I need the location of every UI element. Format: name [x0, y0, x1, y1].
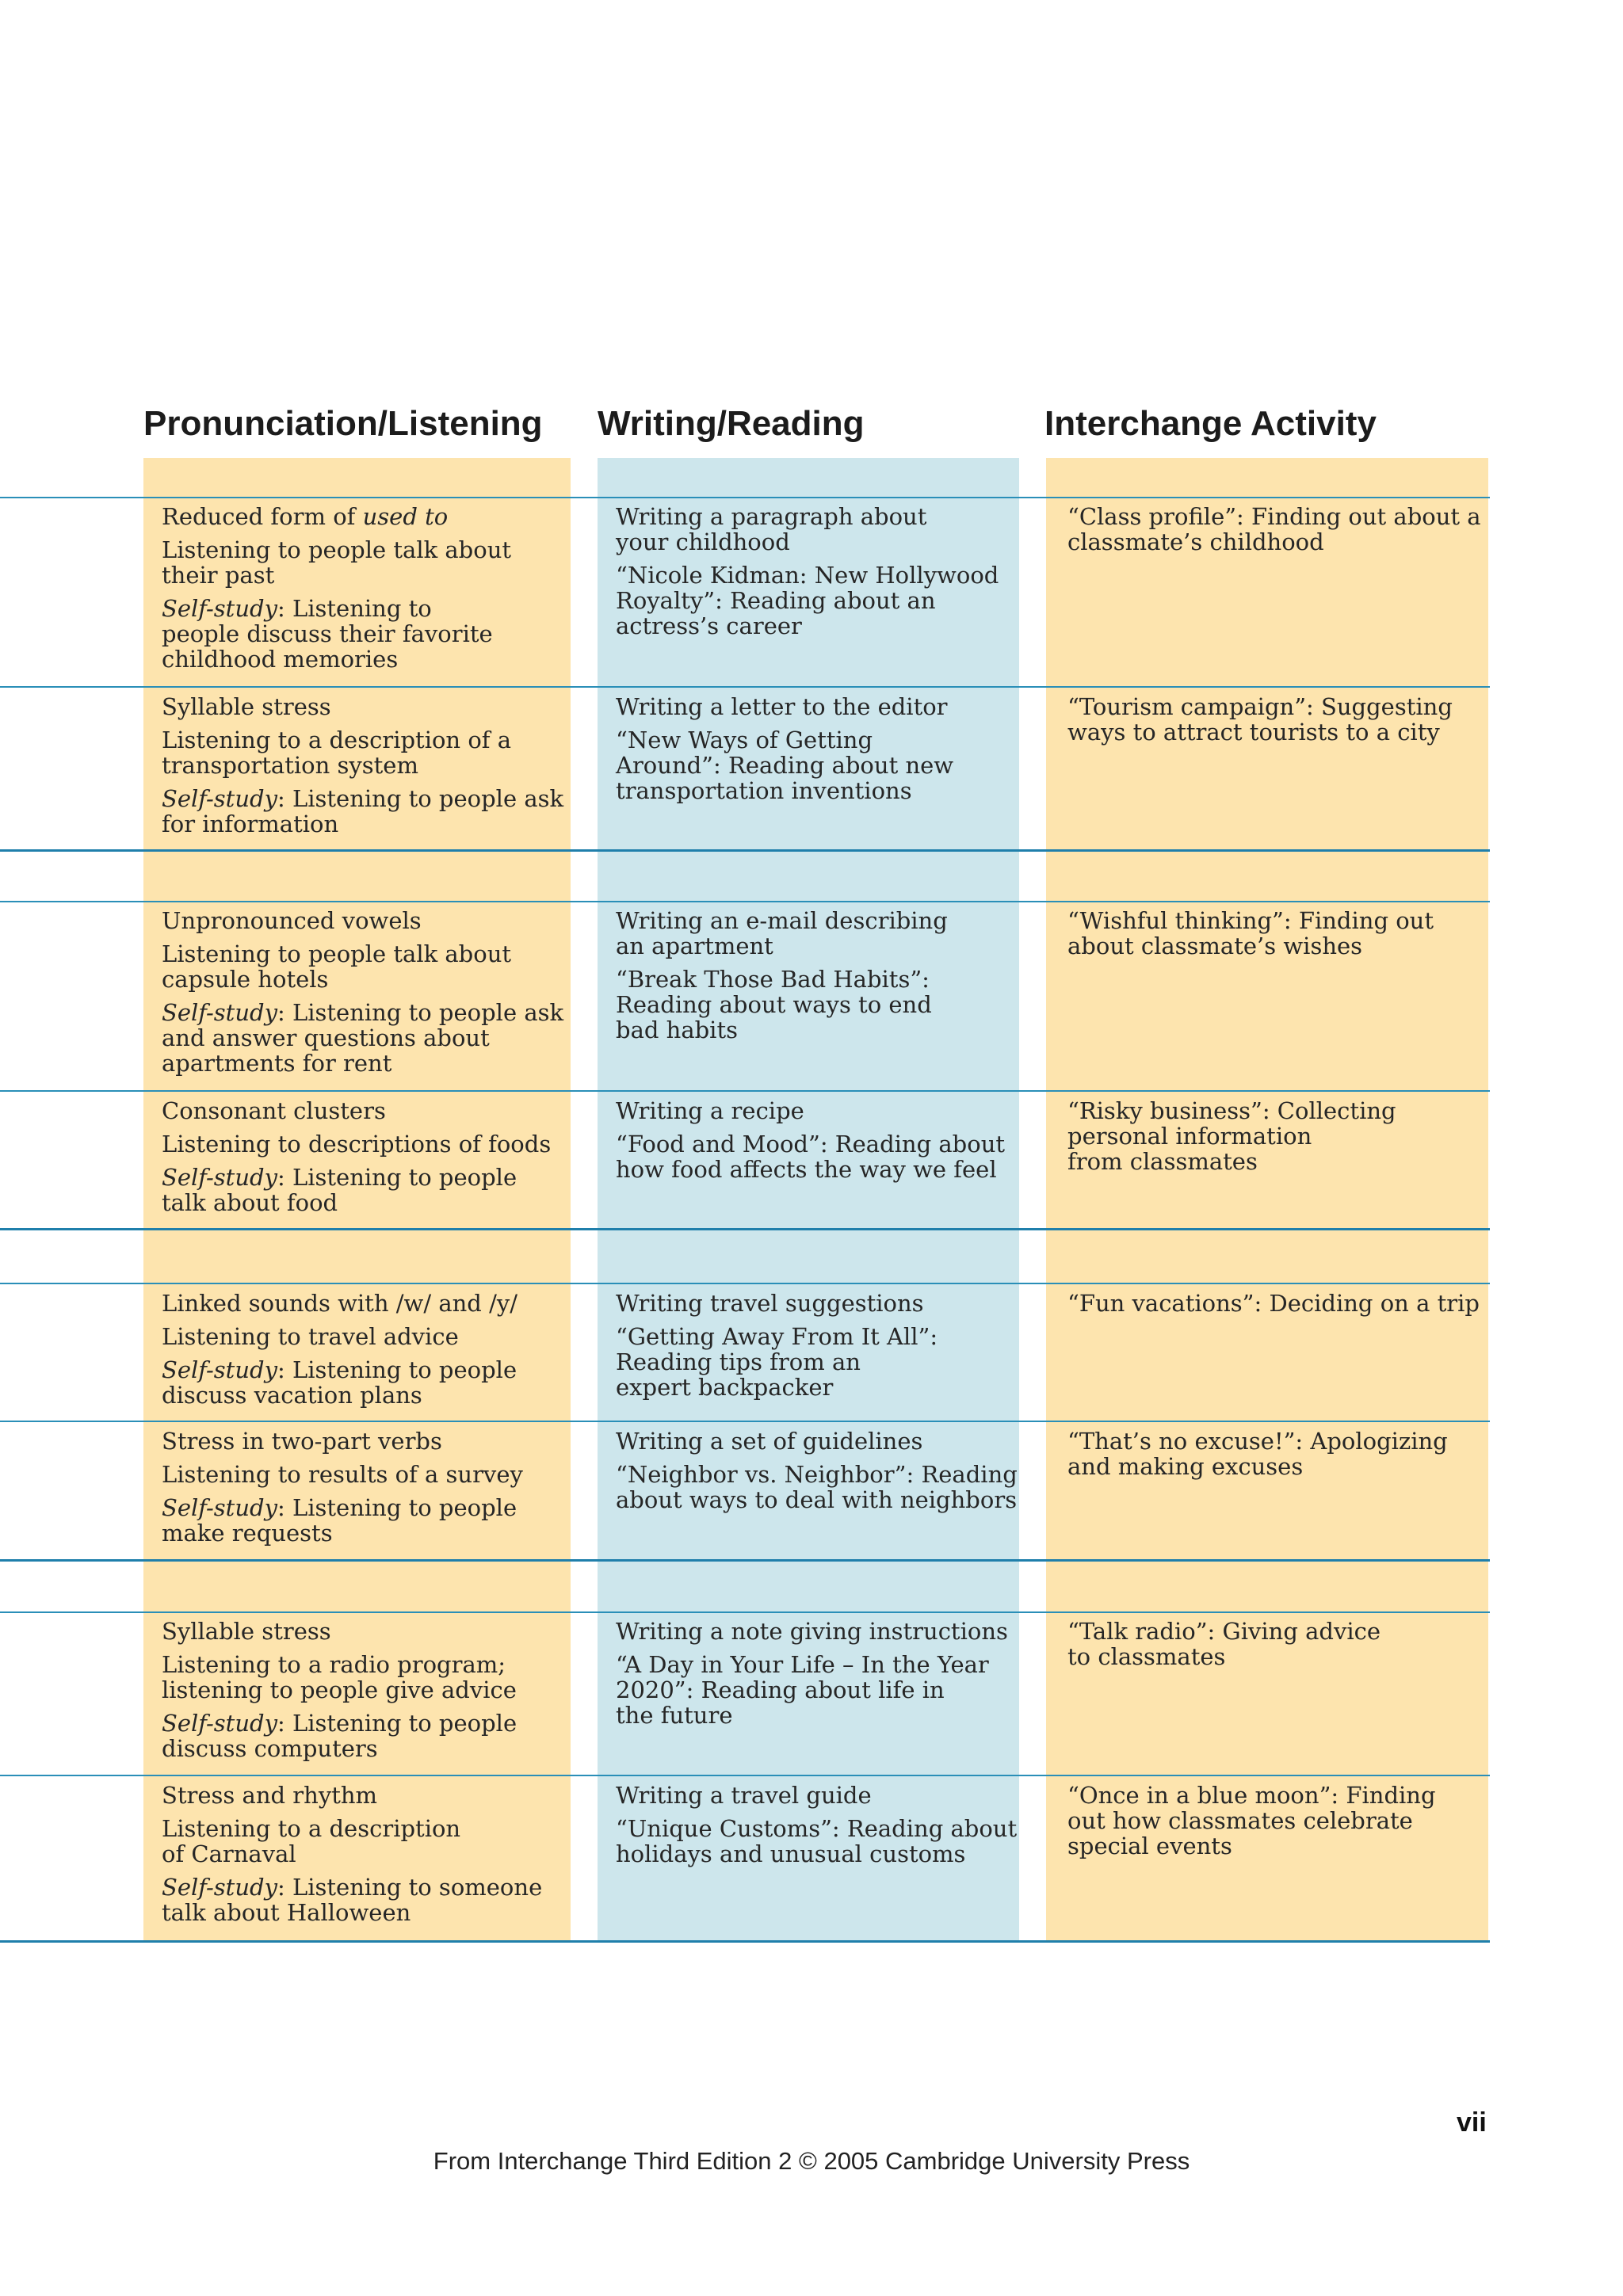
- row-divider: [0, 1775, 1490, 1776]
- text: your childhood: [616, 528, 790, 555]
- interchange-cell: [1067, 908, 1434, 959]
- text: actress’s career: [616, 612, 802, 639]
- cell-line: [616, 1375, 938, 1400]
- header-interchange: Interchange Activity: [1044, 404, 1377, 443]
- text: : Listening to people ask: [277, 785, 564, 812]
- text: an apartment: [616, 933, 773, 959]
- cell-line: [162, 1165, 551, 1190]
- text: Syllable stress: [162, 693, 331, 720]
- text: Royalty”: Reading about an: [616, 587, 936, 614]
- text: personal information: [1067, 1123, 1312, 1150]
- italic-text: Self-study: [162, 1710, 277, 1737]
- text: Listening to descriptions of foods: [162, 1131, 552, 1158]
- interchange-cell: [1067, 694, 1453, 745]
- text: Writing a set of guidelines: [616, 1428, 923, 1455]
- text: : Listening to someone: [277, 1874, 543, 1901]
- cell-line: [616, 1157, 1005, 1182]
- text: “Once in a blue moon”: Finding: [1067, 1782, 1436, 1809]
- interchange-cell: [1067, 504, 1481, 555]
- cell-line: [616, 1017, 948, 1043]
- italic-text: Self-study: [162, 999, 277, 1026]
- cell-line: [162, 537, 511, 563]
- text: “Nicole Kidman: New Hollywood: [616, 562, 999, 589]
- cell-line: [162, 786, 563, 811]
- italic-text: Self-study: [162, 785, 277, 812]
- cell-line: [162, 1462, 523, 1487]
- cell-line: [162, 967, 563, 992]
- cell-line: [162, 1383, 517, 1408]
- cell-line: [1067, 504, 1481, 529]
- text: “Getting Away From It All”:: [616, 1323, 938, 1350]
- pronunciation-cell: [162, 694, 563, 837]
- cell-line: [616, 529, 999, 555]
- text: transportation inventions: [616, 777, 912, 804]
- cell-line: [162, 1652, 517, 1677]
- interchange-cell: [1067, 1619, 1381, 1669]
- cell-line: [616, 1652, 1008, 1677]
- pronunciation-cell: [162, 1428, 523, 1546]
- cell-line: [1067, 1783, 1436, 1808]
- italic-text: Self-study: [162, 1874, 277, 1901]
- cell-line: [162, 621, 511, 646]
- text: “Unique Customs”: Reading about: [616, 1815, 1018, 1842]
- cell-line: [162, 1900, 542, 1925]
- row-divider: [0, 901, 1490, 902]
- text: Unpronounced vowels: [162, 907, 422, 934]
- text: “New Ways of Getting: [616, 727, 873, 753]
- interchange-cell: [1067, 1783, 1436, 1859]
- text: Writing travel suggestions: [616, 1290, 924, 1317]
- cell-line: [162, 1783, 542, 1808]
- row-divider: [0, 1283, 1490, 1284]
- text: “Risky business”: Collecting: [1067, 1097, 1396, 1124]
- cell-line: [1067, 908, 1434, 933]
- text: : Listening to people: [277, 1164, 517, 1191]
- text: discuss vacation plans: [162, 1382, 422, 1409]
- text: : Listening to people ask: [277, 999, 564, 1026]
- text: listening to people give advice: [162, 1676, 517, 1703]
- unit-divider: [0, 1940, 1490, 1943]
- text: “That’s no excuse!”: Apologizing: [1067, 1428, 1448, 1455]
- text: 2020”: Reading about life in: [616, 1676, 945, 1703]
- cell-line: [162, 694, 563, 719]
- text: of Carnaval: [162, 1840, 296, 1867]
- cell-line: [162, 1619, 517, 1644]
- text: discuss computers: [162, 1735, 378, 1762]
- pronunciation-cell: [162, 1098, 551, 1215]
- cell-line: [162, 1520, 523, 1546]
- cell-line: [616, 1487, 1018, 1512]
- cell-line: [162, 1051, 563, 1076]
- text: capsule hotels: [162, 966, 329, 993]
- page-number: vii: [1457, 2107, 1487, 2138]
- pronunciation-cell: [162, 1783, 542, 1925]
- cell-line: [162, 1324, 517, 1349]
- text: Listening to results of a survey: [162, 1461, 523, 1488]
- text: how food affects the way we feel: [616, 1156, 997, 1183]
- cell-line: [162, 727, 563, 753]
- cell-line: [1067, 1833, 1436, 1859]
- text: “Food and Mood”: Reading about: [616, 1131, 1006, 1158]
- cell-line: [1067, 1291, 1480, 1316]
- writing-cell: [616, 1291, 938, 1400]
- text: Listening to travel advice: [162, 1323, 459, 1350]
- cell-line: [616, 694, 953, 719]
- writing-cell: [616, 1098, 1005, 1182]
- text: “Break Those Bad Habits”:: [616, 966, 930, 993]
- cell-line: [162, 1190, 551, 1215]
- text: Listening to people talk about: [162, 536, 512, 563]
- cell-line: [616, 1816, 1017, 1841]
- writing-cell: [616, 1428, 1018, 1512]
- cell-line: [162, 1677, 517, 1703]
- text: Writing a recipe: [616, 1097, 804, 1124]
- row-divider: [0, 1090, 1490, 1092]
- cell-line: [162, 1131, 551, 1157]
- writing-cell: [616, 694, 953, 803]
- cell-line: [162, 908, 563, 933]
- text: Listening to people talk about: [162, 940, 512, 967]
- cell-line: [616, 1703, 1008, 1728]
- text: childhood memories: [162, 646, 399, 673]
- cell-line: [1067, 529, 1481, 555]
- header-writing: Writing/Reading: [598, 404, 865, 443]
- row-divider: [0, 497, 1490, 498]
- cell-line: [162, 563, 511, 588]
- text: and making excuses: [1067, 1453, 1304, 1480]
- cell-line: [1067, 694, 1453, 719]
- text: “Class profile”: Finding out about a: [1067, 503, 1481, 530]
- cell-line: [1067, 1098, 1396, 1123]
- cell-line: [616, 1783, 1017, 1808]
- unit-divider: [0, 849, 1490, 852]
- cell-line: [162, 504, 511, 529]
- text: “A Day in Your Life – In the Year: [616, 1651, 989, 1678]
- writing-cell: [616, 908, 948, 1043]
- cell-line: [616, 588, 999, 613]
- text: “Fun vacations”: Deciding on a trip: [1067, 1290, 1480, 1317]
- cell-line: [616, 613, 999, 639]
- italic-text: Self-study: [162, 1164, 277, 1191]
- text: talk about Halloween: [162, 1899, 411, 1926]
- interchange-cell: [1067, 1291, 1480, 1316]
- text: : Listening to people: [277, 1494, 517, 1521]
- writing-cell: [616, 1783, 1017, 1867]
- text: apartments for rent: [162, 1050, 392, 1077]
- text: Stress in two-part verbs: [162, 1428, 442, 1455]
- text: Writing a note giving instructions: [616, 1618, 1008, 1645]
- text: from classmates: [1067, 1148, 1258, 1175]
- cell-line: [162, 753, 563, 778]
- text: bad habits: [616, 1016, 738, 1043]
- cell-line: [616, 967, 948, 992]
- cell-line: [616, 1324, 938, 1349]
- row-divider: [0, 1421, 1490, 1422]
- text: to classmates: [1067, 1643, 1226, 1670]
- text: make requests: [162, 1520, 333, 1547]
- text: Around”: Reading about new: [616, 752, 954, 779]
- italic-text: used to: [362, 503, 449, 530]
- text: their past: [162, 562, 275, 589]
- text: Writing a paragraph about: [616, 503, 927, 530]
- text: Writing a travel guide: [616, 1782, 872, 1809]
- cell-line: [162, 1428, 523, 1454]
- cell-line: [1067, 1644, 1381, 1669]
- cell-line: [616, 908, 948, 933]
- row-divider: [0, 1611, 1490, 1613]
- cell-line: [162, 1736, 517, 1761]
- text: Consonant clusters: [162, 1097, 386, 1124]
- text: : Listening to people: [277, 1356, 517, 1383]
- unit-divider: [0, 1559, 1490, 1562]
- text: for information: [162, 810, 339, 837]
- text: “Talk radio”: Giving advice: [1067, 1618, 1381, 1645]
- cell-line: [1067, 1428, 1448, 1454]
- text: special events: [1067, 1833, 1232, 1859]
- cell-line: [162, 941, 563, 967]
- cell-line: [616, 933, 948, 959]
- cell-line: [616, 1349, 938, 1375]
- unit-divider: [0, 1228, 1490, 1230]
- italic-text: Self-study: [162, 595, 277, 622]
- cell-line: [162, 1875, 542, 1900]
- row-divider: [0, 686, 1490, 688]
- text: holidays and unusual customs: [616, 1840, 966, 1867]
- cell-line: [1067, 1123, 1396, 1149]
- cell-line: [162, 1711, 517, 1736]
- italic-text: Self-study: [162, 1494, 277, 1521]
- pronunciation-cell: [162, 1619, 517, 1761]
- cell-line: [162, 1816, 542, 1841]
- writing-cell: [616, 504, 999, 639]
- text: people discuss their favorite: [162, 620, 493, 647]
- cell-line: [616, 504, 999, 529]
- text: talk about food: [162, 1189, 338, 1216]
- text: about ways to deal with neighbors: [616, 1486, 1018, 1513]
- text: Listening to a radio program;: [162, 1651, 506, 1678]
- text: “Wishful thinking”: Finding out: [1067, 907, 1434, 934]
- text: Reduced form of: [162, 503, 363, 530]
- cell-line: [616, 1098, 1005, 1123]
- cell-line: [616, 753, 953, 778]
- cell-line: [616, 1677, 1008, 1703]
- text: Stress and rhythm: [162, 1782, 378, 1809]
- text: Reading tips from an: [616, 1348, 861, 1375]
- text: “Neighbor vs. Neighbor”: Reading: [616, 1461, 1018, 1488]
- cell-line: [162, 811, 563, 837]
- pronunciation-cell: [162, 1291, 517, 1408]
- cell-line: [162, 596, 511, 621]
- header-pronunciation: Pronunciation/Listening: [143, 404, 543, 443]
- italic-text: Self-study: [162, 1356, 277, 1383]
- text: : Listening to people: [277, 1710, 517, 1737]
- cell-line: [1067, 1619, 1381, 1644]
- text: Listening to a description of a: [162, 727, 512, 753]
- text: Linked sounds with /w/ and /y/: [162, 1290, 517, 1317]
- cell-line: [1067, 1454, 1448, 1479]
- text: Reading about ways to end: [616, 991, 932, 1018]
- cell-line: [616, 992, 948, 1017]
- cell-line: [162, 1841, 542, 1867]
- cell-line: [616, 1841, 1017, 1867]
- cell-line: [162, 1495, 523, 1520]
- cell-line: [162, 1000, 563, 1025]
- cell-line: [616, 1131, 1005, 1157]
- interchange-cell: [1067, 1098, 1396, 1174]
- text: out how classmates celebrate: [1067, 1807, 1413, 1834]
- cell-line: [616, 778, 953, 803]
- cell-line: [1067, 719, 1453, 745]
- copyright-footer: From Interchange Third Edition 2 © 2005 Cambridge University Press: [433, 2147, 1190, 2175]
- text: classmate’s childhood: [1067, 528, 1324, 555]
- cell-line: [616, 1291, 938, 1316]
- cell-line: [162, 646, 511, 672]
- cell-line: [616, 727, 953, 753]
- cell-line: [162, 1098, 551, 1123]
- cell-line: [1067, 1808, 1436, 1833]
- pronunciation-cell: [162, 908, 563, 1076]
- interchange-cell: [1067, 1428, 1448, 1479]
- text: the future: [616, 1702, 733, 1729]
- text: transportation system: [162, 752, 418, 779]
- cell-line: [1067, 933, 1434, 959]
- cell-line: [616, 563, 999, 588]
- cell-line: [162, 1357, 517, 1383]
- text: ways to attract tourists to a city: [1067, 719, 1440, 746]
- text: and answer questions about: [162, 1024, 490, 1051]
- text: : Listening to: [277, 595, 432, 622]
- text: Listening to a description: [162, 1815, 461, 1842]
- cell-line: [162, 1025, 563, 1051]
- cell-line: [162, 1291, 517, 1316]
- text: “Tourism campaign”: Suggesting: [1067, 693, 1453, 720]
- text: Writing an e-mail describing: [616, 907, 948, 934]
- cell-line: [616, 1619, 1008, 1644]
- cell-line: [616, 1428, 1018, 1454]
- writing-cell: [616, 1619, 1008, 1728]
- cell-line: [616, 1462, 1018, 1487]
- cell-line: [1067, 1149, 1396, 1174]
- text: Writing a letter to the editor: [616, 693, 948, 720]
- interchange-column-band: [1046, 458, 1488, 1943]
- text: expert backpacker: [616, 1374, 834, 1401]
- text: Syllable stress: [162, 1618, 331, 1645]
- pronunciation-cell: [162, 504, 511, 672]
- text: about classmate’s wishes: [1067, 933, 1363, 959]
